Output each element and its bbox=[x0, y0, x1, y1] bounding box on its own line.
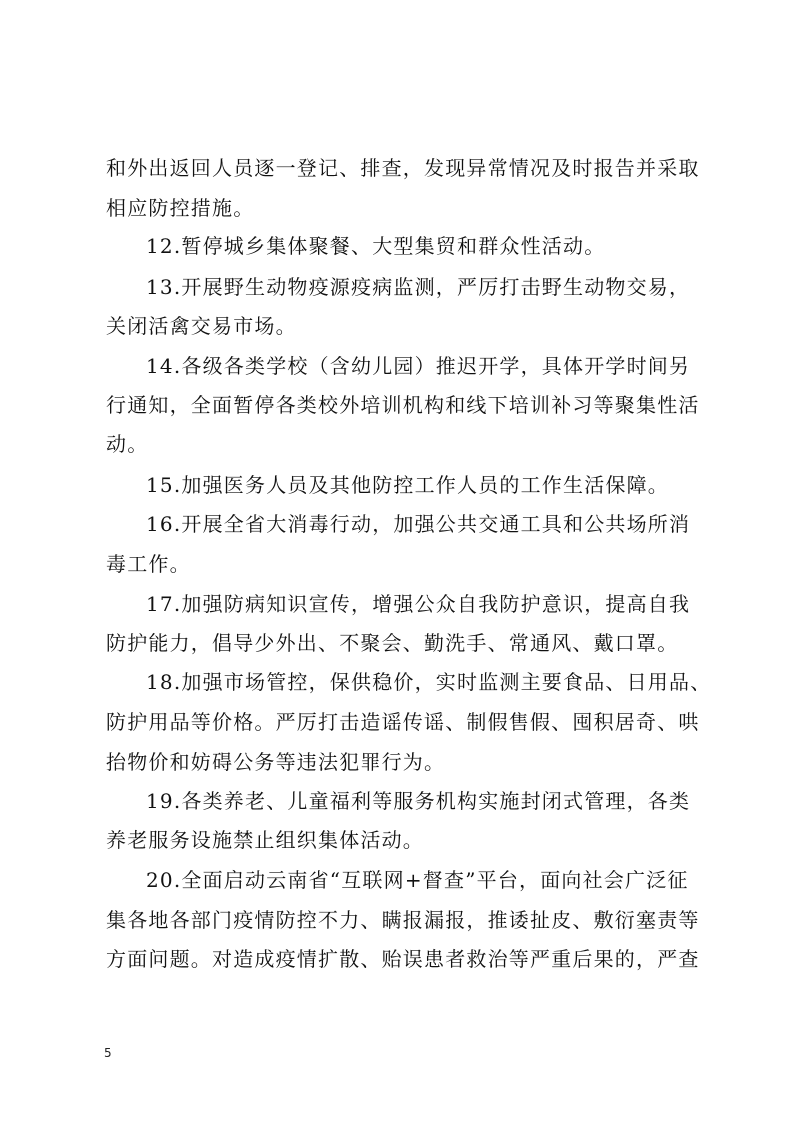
item-19-line-2: 养老服务设施禁止组织集体活动。 bbox=[106, 828, 424, 852]
item-18-line-3: 抬物价和妨碍公务等违法犯罪行为。 bbox=[106, 750, 446, 774]
item-14-line-3: 动。 bbox=[106, 432, 149, 456]
item-12-line-1: 12.暂停城乡集体聚餐、大型集贸和群众性活动。 bbox=[146, 234, 606, 258]
item-14-line-1: 14.各级各类学校（含幼儿园）推迟开学，具体开学时间另 bbox=[146, 354, 691, 378]
page-number: 5 bbox=[104, 1046, 112, 1060]
item-20-line-1: 20.全面启动云南省“互联网+督查”平台，面向社会广泛征 bbox=[146, 868, 689, 892]
item-19-line-1: 19.各类养老、儿童福利等服务机构实施封闭式管理，各类 bbox=[146, 789, 691, 813]
item-16-line-1: 16.开展全省大消毒行动，加强公共交通工具和公共场所消 bbox=[146, 512, 691, 536]
text-line-1: 和外出返回人员逐一登记、排查，发现异常情况及时报告并采取 bbox=[106, 156, 700, 180]
item-13-line-2: 关闭活禽交易市场。 bbox=[106, 314, 297, 338]
item-20-line-2: 集各地各部门疫情防控不力、瞒报漏报，推诿扯皮、敷衍塞责等 bbox=[106, 908, 700, 932]
item-18-line-1: 18.加强市场管控，保供稳价，实时监测主要食品、日用品、 bbox=[146, 670, 712, 694]
text-line-2: 相应防控措施。 bbox=[106, 196, 255, 220]
item-16-line-2: 毒工作。 bbox=[106, 552, 191, 576]
item-18-line-2: 防护用品等价格。严厉打击造谣传谣、制假售假、囤积居奇、哄 bbox=[106, 710, 700, 734]
item-17-line-2: 防护能力，倡导少外出、不聚会、勤洗手、常通风、戴口罩。 bbox=[106, 631, 679, 655]
item-20-line-3: 方面问题。对造成疫情扩散、贻误患者救治等严重后果的，严查 bbox=[106, 947, 700, 971]
item-14-line-2: 行通知，全面暂停各类校外培训机构和线下培训补习等聚集性活 bbox=[106, 393, 700, 417]
item-15-line-1: 15.加强医务人员及其他防控工作人员的工作生活保障。 bbox=[146, 473, 670, 497]
item-13-line-1: 13.开展野生动物疫源疫病监测，严厉打击野生动物交易， bbox=[146, 275, 691, 299]
item-17-line-1: 17.加强防病知识宣传，增强公众自我防护意识，提高自我 bbox=[146, 592, 691, 616]
